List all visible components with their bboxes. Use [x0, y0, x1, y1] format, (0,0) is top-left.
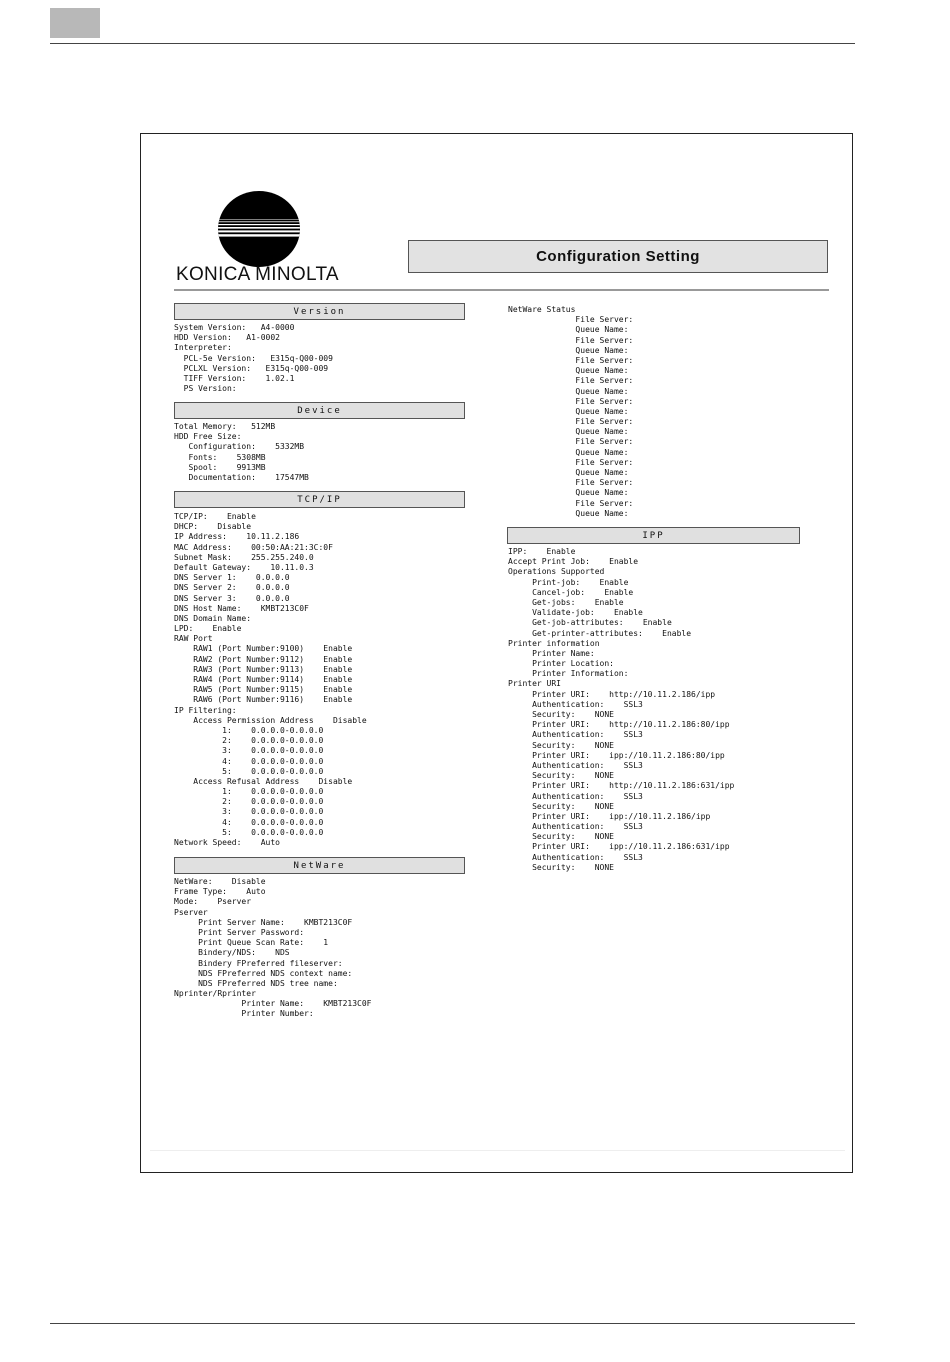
config-line: Authentication: SSL3 [508, 791, 643, 801]
config-line: Printer URI [508, 679, 561, 689]
config-line: Printer Name: KMBT213C0F [174, 999, 372, 1009]
config-line: NetWare: Disable [174, 877, 266, 886]
netware-status-lines [508, 305, 633, 519]
config-line: RAW5 (Port Number:9115) Enable [174, 685, 353, 695]
config-line: Security: NONE [508, 801, 614, 811]
config-line: Printer Information: [508, 669, 629, 679]
version-lines [174, 323, 333, 394]
config-line: Queue Name: [508, 386, 629, 396]
config-line: Documentation: 17547MB [174, 472, 309, 482]
config-line: Default Gateway: 10.11.0.3 [174, 562, 314, 572]
config-line: DNS Server 2: 0.0.0.0 [174, 583, 290, 593]
config-line: 2: 0.0.0.0-0.0.0.0 [174, 736, 324, 746]
config-line: Authentication: SSL3 [508, 760, 643, 770]
config-line: Mode: Pserver [174, 897, 252, 907]
ipp-lines [508, 547, 734, 873]
config-line: RAW4 (Port Number:9114) Enable [174, 675, 353, 684]
config-line: Authentication: SSL3 [508, 730, 643, 740]
config-line: Subnet Mask: 255.255.240.0 [174, 552, 314, 562]
config-line: Printer Number: [174, 1009, 314, 1019]
config-line: File Server: [508, 437, 634, 447]
config-line: File Server: [508, 498, 634, 508]
config-line: Queue Name: [508, 447, 629, 457]
brand-wordmark: KONICA MINOLTA [176, 264, 339, 285]
config-line: Network Speed: Auto [174, 838, 280, 847]
config-line: DNS Domain Name: [174, 613, 252, 623]
config-line: 1: 0.0.0.0-0.0.0.0 [174, 725, 324, 735]
config-line: Queue Name: [508, 427, 629, 437]
footer-rule [50, 1323, 855, 1324]
config-line: LPD: Enable [174, 624, 242, 634]
config-line: Bindery FPreferred fileserver: [174, 958, 343, 968]
config-line: File Server: [508, 457, 634, 467]
config-line: NDS FPreferred NDS tree name: [174, 978, 338, 988]
config-line: Access Refusal Address Disable [174, 776, 353, 786]
config-line: 3: 0.0.0.0-0.0.0.0 [174, 807, 324, 817]
config-line: Security: NONE [508, 771, 614, 781]
config-line: Accept Print Job: Enable [508, 557, 639, 567]
config-line: Frame Type: Auto [174, 887, 266, 897]
config-line: Authentication: SSL3 [508, 852, 643, 862]
config-line: Printer URI: ipp://10.11.2.186/ipp [508, 811, 711, 821]
config-line: File Server: [508, 355, 634, 365]
config-line: IP Filtering: [174, 705, 237, 715]
config-line: 5: 0.0.0.0-0.0.0.0 [174, 827, 324, 837]
config-line: RAW2 (Port Number:9112) Enable [174, 654, 353, 664]
config-line: Printer URI: http://10.11.2.186/ipp [508, 689, 716, 699]
config-line: 3: 0.0.0.0-0.0.0.0 [174, 746, 324, 756]
config-line: Queue Name: [508, 345, 629, 355]
config-line: Interpreter: [174, 343, 232, 353]
config-line: TIFF Version: 1.02.1 [174, 373, 295, 383]
config-line: Fonts: 5308MB [174, 452, 266, 462]
ipp-section-header: IPP [507, 527, 800, 544]
title-rule [174, 289, 829, 291]
config-line: NDS FPreferred NDS context name: [174, 968, 353, 978]
config-line: DNS Server 1: 0.0.0.0 [174, 573, 290, 583]
tcpip-section-header: TCP/IP [174, 491, 465, 508]
konica-minolta-logo-icon [217, 190, 301, 268]
config-line: PCLXL Version: E315q-Q00-009 [174, 363, 329, 373]
header-rule [50, 43, 855, 44]
config-line: Queue Name: [508, 325, 629, 335]
config-line: Pserver [174, 907, 208, 917]
config-line: HDD Version: A1-0002 [174, 333, 280, 343]
config-line: RAW3 (Port Number:9113) Enable [174, 664, 353, 674]
config-line: Print Queue Scan Rate: 1 [174, 938, 329, 948]
config-line: Print Server Password: [174, 927, 305, 937]
config-line: DNS Host Name: KMBT213C0F [174, 603, 309, 613]
config-line: Authentication: SSL3 [508, 822, 643, 832]
config-line: Print-job: Enable [508, 577, 629, 587]
config-line: RAW6 (Port Number:9116) Enable [174, 695, 353, 705]
config-line: File Server: [508, 478, 634, 488]
config-line: PS Version: [174, 384, 237, 394]
config-line: Printer Name: [508, 648, 595, 658]
config-line: Queue Name: [508, 508, 629, 518]
config-line: Get-printer-attributes: Enable [508, 628, 692, 638]
config-line: IPP: Enable [508, 547, 576, 556]
config-line: DNS Server 3: 0.0.0.0 [174, 593, 290, 603]
config-line: Security: NONE [508, 740, 614, 750]
config-line: Configuration: 5332MB [174, 442, 305, 452]
config-line: 4: 0.0.0.0-0.0.0.0 [174, 756, 324, 766]
device-lines [174, 422, 309, 483]
page-title: Configuration Setting [408, 240, 828, 273]
version-section-header: Version [174, 303, 465, 320]
config-line: Total Memory: 512MB [174, 422, 276, 431]
config-line: Spool: 9913MB [174, 462, 266, 472]
config-line: File Server: [508, 376, 634, 386]
config-line: RAW1 (Port Number:9100) Enable [174, 644, 353, 654]
config-line: File Server: [508, 315, 634, 325]
config-line: File Server: [508, 396, 634, 406]
config-line: PCL-5e Version: E315q-Q00-009 [174, 353, 333, 363]
netware-lines [174, 877, 371, 1020]
config-line: Security: NONE [508, 710, 614, 719]
config-line: Cancel-job: Enable [508, 587, 634, 597]
tcpip-lines [174, 512, 367, 848]
config-line: Operations Supported [508, 567, 605, 577]
config-line: Printer URI: http://10.11.2.186:631/ipp [508, 781, 735, 791]
config-line: Authentication: SSL3 [508, 699, 643, 709]
config-line: HDD Free Size: [174, 432, 242, 442]
config-line: Printer URI: ipp://10.11.2.186:80/ipp [508, 750, 725, 760]
config-line: DHCP: Disable [174, 522, 252, 532]
config-line: 2: 0.0.0.0-0.0.0.0 [174, 797, 324, 807]
config-line: Get-jobs: Enable [508, 597, 624, 607]
config-line: Access Permission Address Disable [174, 715, 367, 725]
config-line: Printer URI: ipp://10.11.2.186:631/ipp [508, 842, 730, 852]
config-line: Printer Location: [508, 659, 614, 669]
config-line: Queue Name: [508, 468, 629, 477]
config-line: System Version: A4-0000 [174, 323, 295, 332]
config-line: 1: 0.0.0.0-0.0.0.0 [174, 787, 324, 797]
config-line: TCP/IP: Enable [174, 512, 256, 521]
config-line: Bindery/NDS: NDS [174, 948, 290, 958]
config-line: Queue Name: [508, 366, 629, 376]
config-line: IP Address: 10.11.2.186 [174, 532, 300, 542]
config-line: Printer URI: http://10.11.2.186:80/ipp [508, 720, 730, 730]
config-line: 5: 0.0.0.0-0.0.0.0 [174, 766, 324, 776]
config-line: Queue Name: [508, 488, 629, 498]
config-line: Security: NONE [508, 832, 614, 842]
page-corner-tab [50, 8, 100, 38]
netware-section-header: NetWare [174, 857, 465, 874]
config-line: NetWare Status [508, 305, 576, 314]
config-line: MAC Address: 00:50:AA:21:3C:0F [174, 542, 333, 552]
config-line: Nprinter/Rprinter [174, 989, 256, 999]
config-line: Security: NONE [508, 862, 614, 872]
config-line: File Server: [508, 335, 634, 345]
config-line: Get-job-attributes: Enable [508, 618, 672, 628]
config-line: Printer information [508, 638, 600, 648]
config-line: Print Server Name: KMBT213C0F [174, 917, 353, 927]
config-line: File Server: [508, 417, 634, 427]
config-line: Validate-job: Enable [508, 608, 643, 618]
config-line: Queue Name: [508, 406, 629, 416]
frame-footer-rule [150, 1150, 845, 1151]
config-line: RAW Port [174, 634, 213, 644]
config-line: 4: 0.0.0.0-0.0.0.0 [174, 817, 324, 827]
device-section-header: Device [174, 402, 465, 419]
